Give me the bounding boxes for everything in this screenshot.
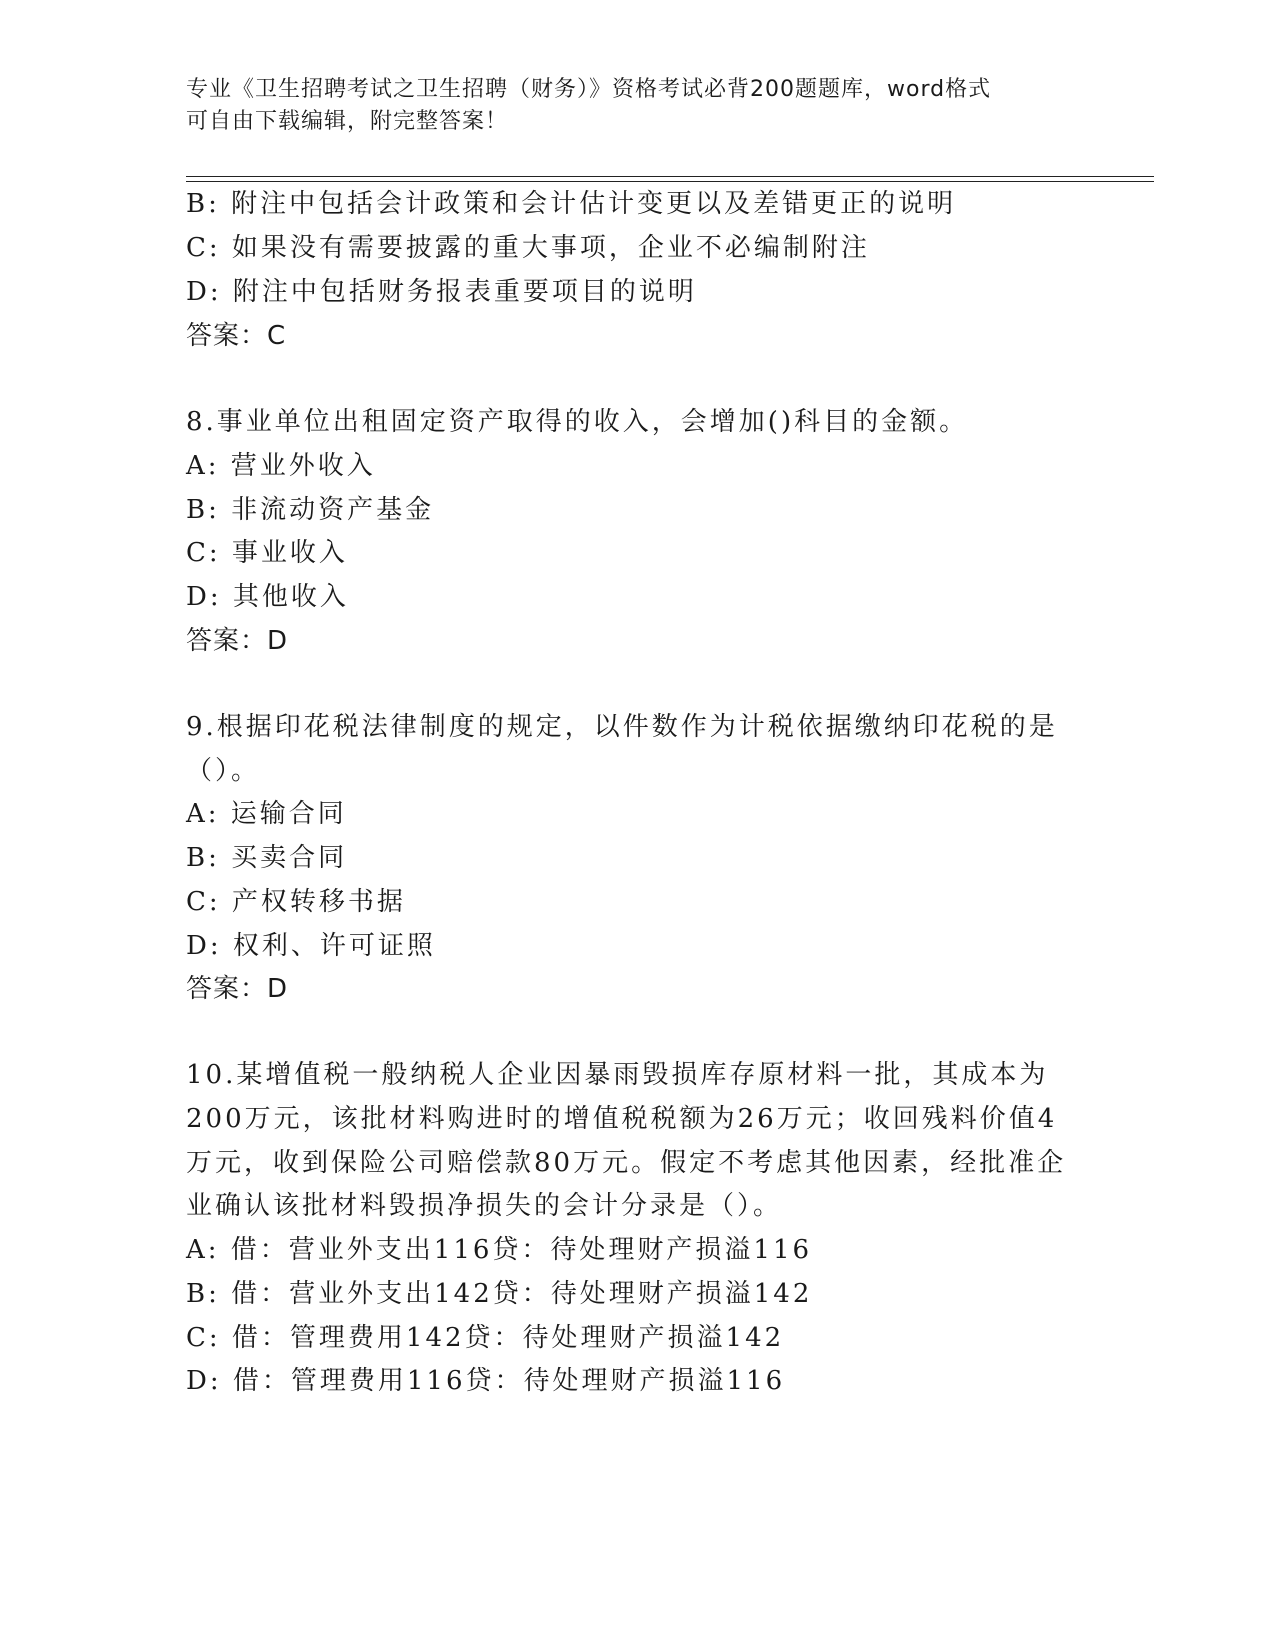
- q9-option-b: B: 买卖合同: [186, 843, 348, 873]
- header-title-line: 专业《卫生招聘考试之卫生招聘（财务）》资格考试必背200题题库，word格式: [186, 77, 992, 102]
- q8-option-a: A: 营业外收入: [186, 451, 376, 481]
- q8-option-b: B: 非流动资产基金: [186, 495, 435, 525]
- q10-stem-line-3: 万元，收到保险公司赔偿款80万元。假定不考虑其他因素，经批准企: [186, 1148, 1067, 1178]
- q8-option-c: C: 事业收入: [186, 538, 348, 568]
- header-subtitle-line: 可自由下载编辑，附完整答案！: [186, 109, 509, 134]
- q7-option-b: B: 附注中包括会计政策和会计估计变更以及差错更正的说明: [186, 189, 957, 219]
- q10-stem-line-1: 10.某增值税一般纳税人企业因暴雨毁损库存原材料一批，其成本为: [186, 1060, 1049, 1090]
- q8-stem: 8.事业单位出租固定资产取得的收入，会增加()科目的金额。: [186, 407, 969, 437]
- q7-option-c: C: 如果没有需要披露的重大事项，企业不必编制附注: [186, 233, 870, 263]
- header-divider-bottom: [186, 181, 1154, 182]
- q10-stem-line-4: 业确认该批材料毁损净损失的会计分录是（）。: [186, 1191, 783, 1221]
- q7-option-d: D: 附注中包括财务报表重要项目的说明: [186, 277, 697, 307]
- q9-stem-line-2: （）。: [186, 756, 261, 786]
- q10-option-a: A: 借：营业外支出116贷：待处理财产损溢116: [186, 1235, 813, 1265]
- q8-answer: 答案：D: [186, 626, 289, 656]
- q10-option-c: C: 借：管理费用142贷：待处理财产损溢142: [186, 1323, 785, 1353]
- q10-option-b: B: 借：营业外支出142贷：待处理财产损溢142: [186, 1279, 813, 1309]
- header-divider-top: [186, 176, 1154, 177]
- q8-option-d: D: 其他收入: [186, 582, 349, 612]
- q9-option-c: C: 产权转移书据: [186, 887, 406, 917]
- q9-option-d: D: 权利、许可证照: [186, 931, 436, 961]
- q9-option-a: A: 运输合同: [186, 799, 347, 829]
- document-header: [186, 74, 1066, 138]
- q10-option-d: D: 借：管理费用116贷：待处理财产损溢116: [186, 1366, 786, 1396]
- q9-stem-line-1: 9.根据印花税法律制度的规定，以件数作为计税依据缴纳印花税的是: [186, 712, 1058, 742]
- q7-answer: 答案：C: [186, 321, 287, 351]
- q9-answer: 答案：D: [186, 974, 289, 1004]
- q10-stem-line-2: 200万元，该批材料购进时的增值税税额为26万元；收回残料价值4: [186, 1104, 1058, 1134]
